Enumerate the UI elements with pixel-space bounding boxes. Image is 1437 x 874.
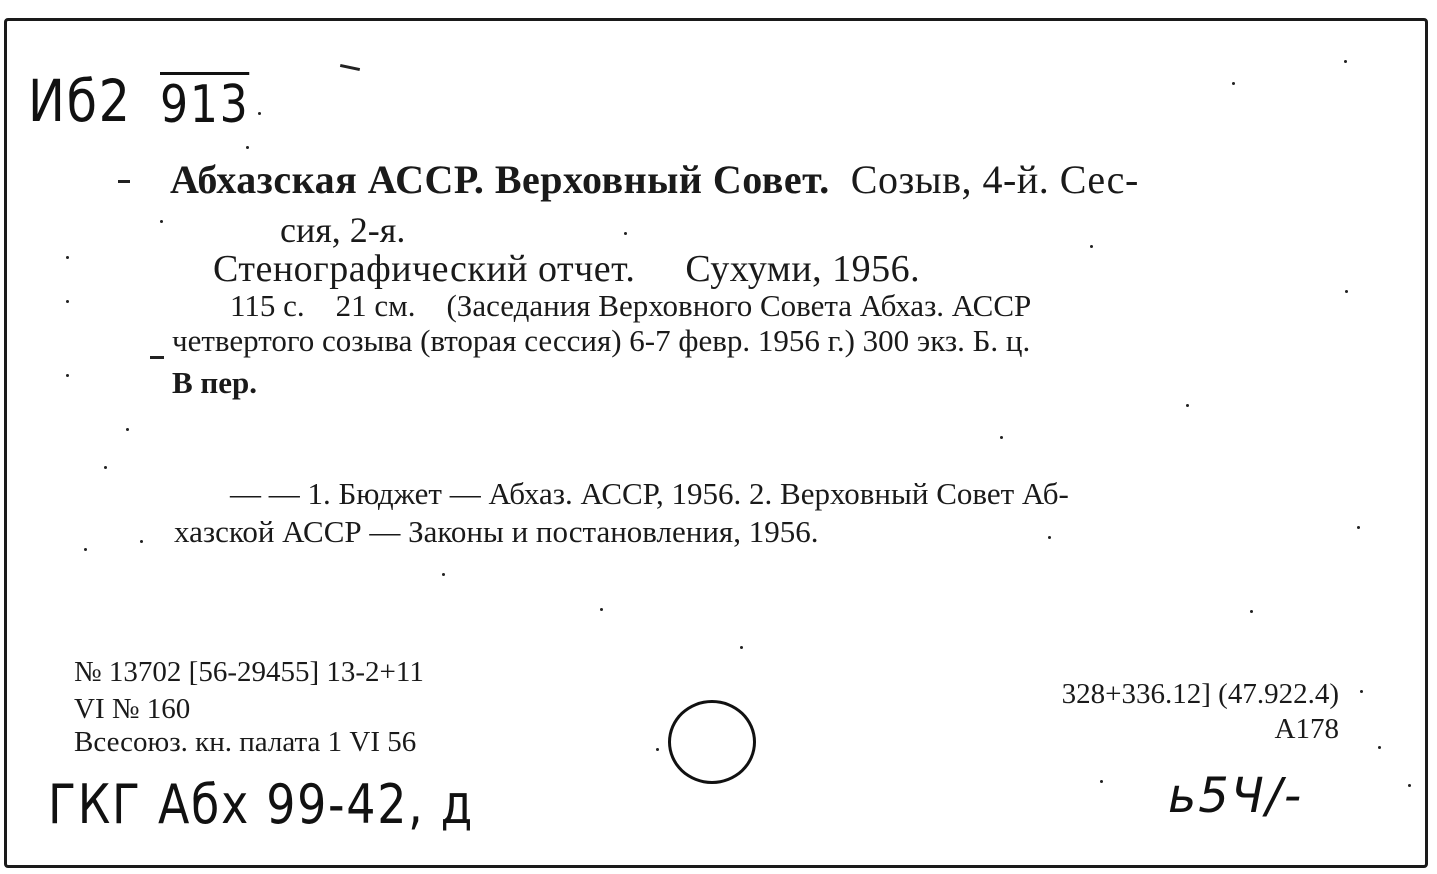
speck-mark bbox=[140, 540, 143, 543]
tracing-line-2: хазской АССР — Законы и постановления, 1956. bbox=[174, 514, 819, 549]
speck-mark bbox=[66, 374, 69, 377]
description-line-3: В пер. bbox=[172, 365, 258, 400]
speck-mark bbox=[1186, 404, 1189, 407]
description-line-2: четвертого созыва (вторая сессия) 6-7 февр. 1956 г.) 300 экз. Б. ц. bbox=[172, 323, 1031, 358]
speck-mark bbox=[442, 573, 445, 576]
heading-rest: Созыв, 4-й. Сес- bbox=[850, 157, 1139, 202]
circle-stamp-icon bbox=[668, 700, 756, 784]
heading-name: Абхазская АССР. Верховный Совет. bbox=[170, 157, 830, 202]
publisher-line-1: № 13702 [56-29455] 13-2+11 bbox=[74, 656, 424, 688]
speck-mark bbox=[1100, 780, 1103, 783]
speck-mark bbox=[118, 180, 130, 183]
speck-mark bbox=[1357, 526, 1360, 529]
classification-line-1: 328+336.12] (47.922.4) bbox=[1061, 678, 1339, 710]
classification-line-2: А178 bbox=[1274, 713, 1339, 745]
speck-mark bbox=[66, 300, 69, 303]
speck-mark bbox=[1408, 784, 1411, 787]
speck-mark bbox=[1250, 610, 1253, 613]
speck-mark bbox=[84, 548, 87, 551]
shelf-mark: ГКГ Абх 99-42, д bbox=[48, 773, 475, 836]
tracing-line-1: — — 1. Бюджет — Абхаз. АССР, 1956. 2. Верховный Совет Аб- bbox=[230, 476, 1069, 511]
publisher-line-2: VI № 160 bbox=[74, 693, 191, 725]
call-number-main: Иб2 bbox=[28, 67, 132, 135]
speck-mark bbox=[740, 646, 743, 649]
description-line-1: 115 с. 21 см. (Заседания Верховного Совета Абхаз. АССР bbox=[230, 288, 1032, 323]
speck-mark bbox=[258, 112, 261, 115]
speck-mark bbox=[656, 748, 659, 751]
speck-mark bbox=[1000, 436, 1003, 439]
speck-mark bbox=[600, 608, 603, 611]
speck-mark bbox=[66, 256, 69, 259]
card-heading bbox=[170, 157, 1139, 202]
speck-mark bbox=[246, 146, 249, 149]
publisher-line-3: Всесоюз. кн. палата 1 VI 56 bbox=[74, 726, 417, 758]
speck-mark bbox=[1232, 82, 1235, 85]
title-line: Стенографический отчет. Сухуми, 1956. bbox=[213, 248, 921, 290]
speck-mark bbox=[624, 232, 627, 235]
speck-mark bbox=[150, 356, 164, 359]
speck-mark bbox=[1360, 690, 1363, 693]
speck-mark bbox=[126, 428, 129, 431]
speck-mark bbox=[104, 466, 107, 469]
inventory-mark: ь5Ч/- bbox=[1168, 768, 1304, 824]
speck-mark bbox=[1345, 290, 1348, 293]
call-number-superscript: 913 bbox=[160, 72, 249, 131]
heading-continuation: сия, 2-я. bbox=[280, 210, 406, 250]
speck-mark bbox=[1378, 746, 1381, 749]
speck-mark bbox=[1090, 245, 1093, 248]
speck-mark bbox=[160, 220, 163, 223]
speck-mark bbox=[1344, 60, 1347, 63]
speck-mark bbox=[1048, 536, 1051, 539]
